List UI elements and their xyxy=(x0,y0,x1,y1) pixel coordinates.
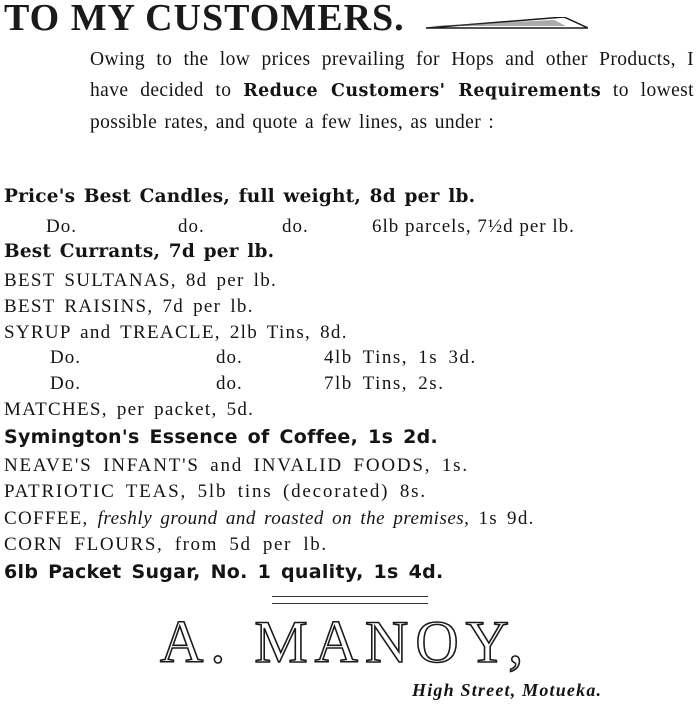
ditto-col-2: do. xyxy=(216,347,243,368)
coffee-label: COFFEE, xyxy=(4,508,98,529)
item-neaves-foods: NEAVE'S INFANT'S and INVALID FOODS, 1s. xyxy=(4,455,469,476)
item-matches: MATCHES, per packet, 5d. xyxy=(4,399,255,420)
intro-emphasis: Reduce Customers' Requirements xyxy=(243,81,602,101)
divider xyxy=(272,596,428,604)
ditto-col-1: Do. xyxy=(46,216,77,237)
intro-text-end: to lowest possible rates, and quote a few lines, as under : xyxy=(90,80,694,133)
ditto-col-1: Do. xyxy=(50,347,81,368)
intro-paragraph xyxy=(90,44,694,138)
syrup-4lb-price: 4lb Tins, 1s 3d. xyxy=(324,347,477,368)
ditto-col-1: Do. xyxy=(50,373,81,394)
item-symingtons-coffee: Symington's Essence of Coffee, 1s 2d. xyxy=(4,426,439,448)
parcels-price: 6lb parcels, 7½d per lb. xyxy=(372,216,575,237)
item-sultanas: BEST SULTANAS, 8d per lb. xyxy=(4,270,278,291)
ditto-col-3: do. xyxy=(282,216,309,237)
item-corn-flours: CORN FLOURS, from 5d per lb. xyxy=(4,534,328,555)
syrup-7lb-price: 7lb Tins, 2s. xyxy=(324,373,445,394)
item-patriotic-teas: PATRIOTIC TEAS, 5lb tins (decorated) 8s. xyxy=(4,481,427,502)
heading: TO MY CUSTOMERS. xyxy=(4,0,405,39)
coffee-price: 1s 9d. xyxy=(469,508,535,529)
item-packet-sugar: 6lb Packet Sugar, No. 1 quality, 1s 4d. xyxy=(4,561,444,583)
signature: A. MANOY, xyxy=(160,609,531,675)
item-syrup-2lb: SYRUP and TREACLE, 2lb Tins, 8d. xyxy=(4,322,348,343)
coffee-description: freshly ground and roasted on the premises, xyxy=(97,508,470,529)
ditto-col-2: do. xyxy=(178,216,205,237)
item-currants: Best Currants, 7d per lb. xyxy=(4,241,275,262)
item-candles: Price's Best Candles, full weight, 8d per lb. xyxy=(4,186,476,207)
ditto-col-2: do. xyxy=(216,373,243,394)
item-coffee xyxy=(4,508,535,530)
heading-rule xyxy=(426,17,588,29)
intro-text-start: Owing to the low prices prevailing for Hops and other Products, I have decided to xyxy=(90,49,694,101)
item-raisins: BEST RAISINS, 7d per lb. xyxy=(4,296,254,317)
address: High Street, Motueka. xyxy=(412,680,603,700)
